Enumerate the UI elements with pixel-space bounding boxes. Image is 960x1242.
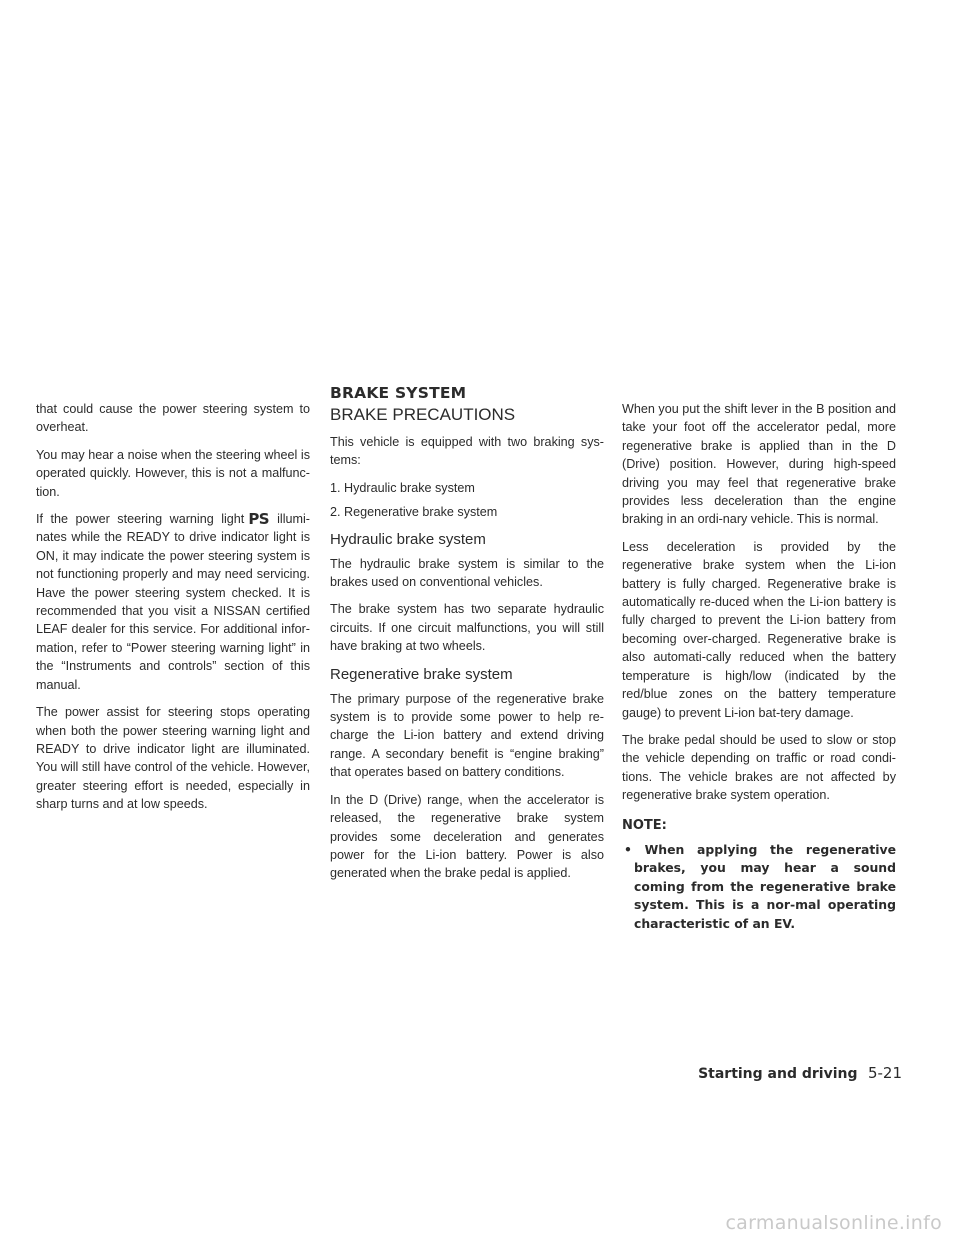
paragraph-regenerative-2: In the D (Drive) range, when the accelerator is released, the regenerative brake system provides some deceleration and generates power for the Li-ion battery. Power is also generated when the brake pedal is applied.: [330, 792, 604, 881]
paragraph-b-position: When you put the shift lever in the B position and take your foot off the accelerator pedal, more regenerative brake is applied than in the D (Drive) position. However, during high-speed driving you may feel that regenerative brake provides less deceleration than the engine braking in an ordi-nary vehicle. This is normal.: [622, 402, 896, 527]
left-column: [36, 400, 310, 823]
note-item: • When applying the regenerative brakes, you may hear a sound coming from the regenerative brake system. This is a nor-mal operating characteristic of an EV.: [624, 841, 896, 931]
note-title: NOTE:: [622, 817, 667, 833]
paragraph-overheat: that could cause the power steering system to overheat.: [36, 402, 310, 435]
heading-regenerative-brake: Regenerative brake system: [330, 665, 513, 683]
footer-section-name: Starting and driving: [698, 1066, 858, 1082]
paragraph-hydraulic-1: The hydraulic brake system is similar to the brakes used on conventional vehicles.: [330, 556, 604, 590]
right-column: [622, 400, 896, 942]
watermark: carmanualsonline.info: [725, 1212, 942, 1234]
heading-hydraulic-brake: Hydraulic brake system: [330, 530, 486, 548]
page-footer: [698, 1064, 902, 1082]
paragraph-warning-light: [36, 510, 310, 694]
paragraph-power-assist: The power assist for steering stops operating when both the power steering warning light and READY to drive indicator light are illuminated. You will still have control of the vehicle. However, greater steering effort is needed, especially in sharp turns and at low speeds.: [36, 705, 310, 812]
page-number: 5-21: [867, 1064, 902, 1082]
paragraph-regenerative-1: The primary purpose of the regenerative brake system is to provide some power to help re-charge the Li-ion battery and extend driving range. A secondary benefit is “engine braking” that operates based on battery conditions.: [330, 691, 604, 780]
warning-light-text-after: illumi-nates while the READY to drive indicator light is ON, it may indicate the power steering system is not functioning properly and may need servicing. Have the power steering system checked. It is recommended that you visit a NISSAN certified LEAF dealer for this service. For additional infor-mation, refer to “Power steering warning light” in the “Instruments and controls” section of this manual.: [36, 512, 310, 692]
paragraph-less-deceleration: Less deceleration is provided by the regenerative brake system when the Li-ion battery is fully charged. Regenerative brake is automatically re-duced when the Li-ion battery is fully charged to prevent the Li-ion battery from becoming over-charged. Regenerative brake is also automati-cally reduced when the battery temperature is high/low (indicated by the red/blue zones on the battery temperature gauge) to prevent Li-ion bat-tery damage.: [622, 539, 896, 720]
warning-light-text-before: If the power steering warning light: [36, 512, 245, 527]
list-item-regenerative: 2. Regenerative brake system: [330, 505, 498, 520]
middle-column: [330, 400, 604, 892]
paragraph-brake-pedal: The brake pedal should be used to slow or stop the vehicle depending on traffic or road condi-tions. The vehicle brakes are not affected by regenerative brake system operation.: [622, 732, 896, 803]
paragraph-steering-noise: You may hear a noise when the steering wheel is operated quickly. However, this is not a malfunc-tion.: [36, 447, 310, 499]
paragraph-braking-intro: This vehicle is equipped with two braking sys-tems:: [330, 435, 604, 468]
list-item-hydraulic: 1. Hydraulic brake system: [330, 480, 475, 495]
section-title-brake-system: BRAKE SYSTEM: [330, 384, 467, 402]
power-steering-warning-icon: PS: [248, 510, 270, 529]
heading-brake-precautions: BRAKE PRECAUTIONS: [330, 405, 516, 424]
paragraph-hydraulic-2: The brake system has two separate hydraulic circuits. If one circuit malfunctions, you will still have braking at two wheels.: [330, 602, 604, 654]
